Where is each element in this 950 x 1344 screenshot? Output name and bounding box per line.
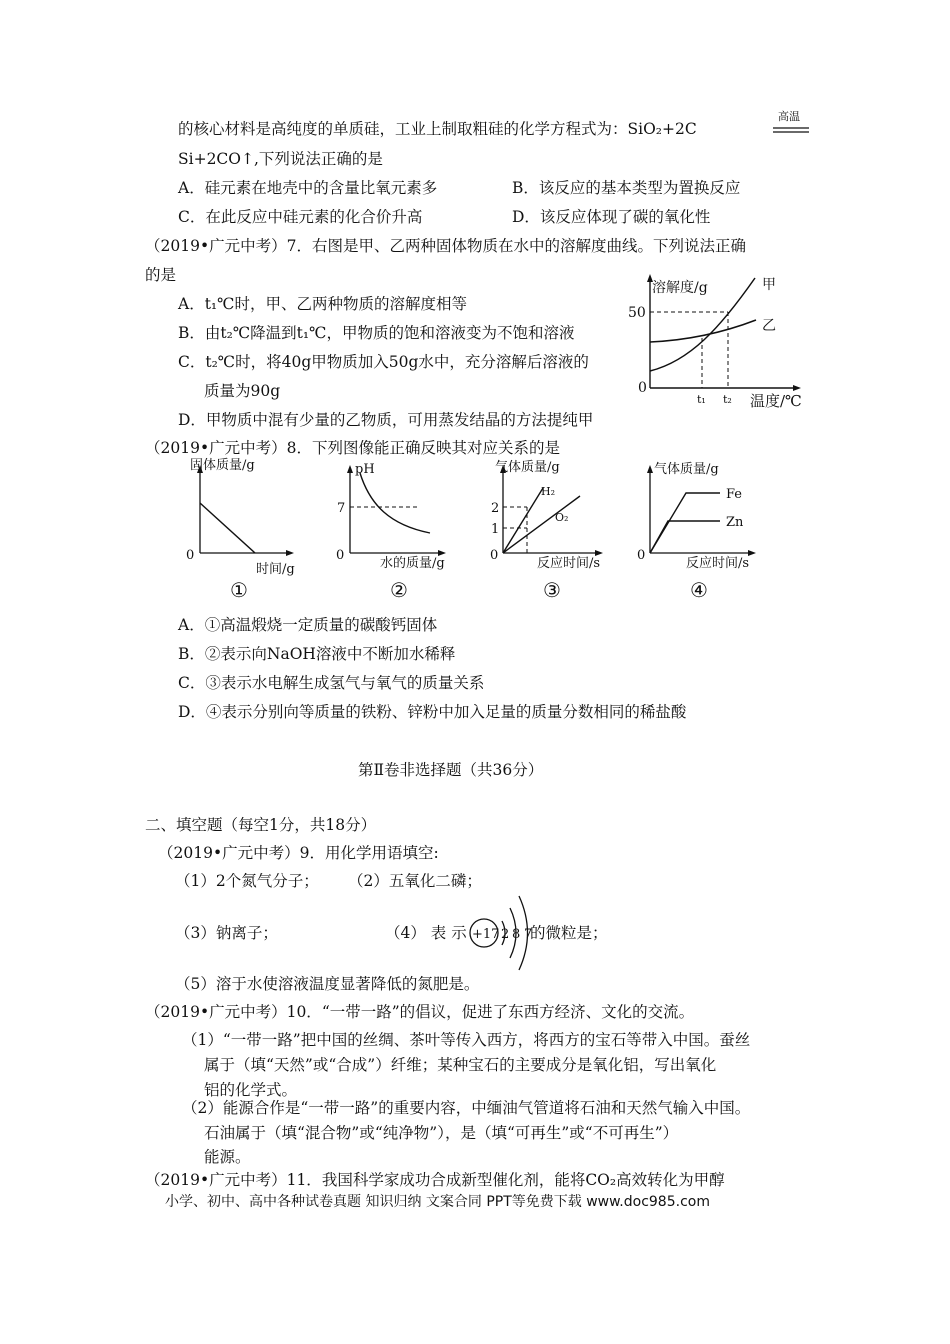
q8-option-b: B．②表示向NaOH溶液中不断加水稀释 bbox=[178, 645, 456, 663]
q9-item-1: （1）2个氮气分子； bbox=[175, 872, 319, 890]
graph-4-origin: 0 bbox=[637, 548, 646, 563]
footer-text: 小学、初中、高中各种试卷真题 知识归纳 文案合同 PPT等免费下载 www.doc985.com bbox=[165, 1194, 710, 1210]
t1-label: t₁ bbox=[697, 393, 706, 406]
q6-line1: 的核心材料是高纯度的单质硅，工业上制取粗硅的化学方程式为：SiO₂+2C bbox=[178, 120, 697, 138]
q7-option-a: A．t₁℃时，甲、乙两种物质的溶解度相等 bbox=[178, 295, 467, 313]
q10-part2-line2: 石油属于（填“混合物”或“纯净物”），是（填“可再生”或“不可再生”） bbox=[204, 1124, 679, 1142]
q8-stem: （2019•广元中考）8．下列图像能正确反映其对应关系的是 bbox=[145, 439, 560, 457]
q10-part1-line3: 铝的化学式。 bbox=[204, 1081, 298, 1099]
q11-stem: （2019•广元中考）11．我国科学家成功合成新型催化剂，能将CO₂高效转化为甲醇 bbox=[145, 1171, 725, 1189]
graph-1-ylabel: 固体质量/g bbox=[190, 458, 255, 473]
reaction-condition: 高温 bbox=[778, 110, 800, 123]
temperature-axis-label: 温度/℃ bbox=[750, 392, 802, 410]
q7-option-c: C．t₂℃时，将40g甲物质加入50g水中，充分溶解后溶液的 bbox=[178, 353, 589, 371]
t2-label: t₂ bbox=[723, 393, 732, 406]
graph-3-h2: H₂ bbox=[541, 485, 556, 498]
y-tick-50: 50 bbox=[628, 305, 646, 321]
shell-3-electrons: 7 bbox=[524, 927, 533, 942]
q7-stem-2: 的是 bbox=[145, 266, 177, 284]
nucleus-charge: +17 bbox=[472, 927, 500, 942]
graph-4-number: ④ bbox=[690, 578, 708, 602]
graph-2-origin: 0 bbox=[336, 548, 345, 563]
q10-part1-line2: 属于（填“天然”或“合成”）纤维；某种宝石的主要成分是氧化铝，写出氧化 bbox=[204, 1056, 717, 1074]
graph-3-y2: 2 bbox=[491, 501, 500, 516]
jia-label: 甲 bbox=[762, 277, 776, 293]
graph-2-number: ② bbox=[390, 578, 408, 602]
graph-4-fe: Fe bbox=[726, 487, 743, 502]
shell-1-electrons: 2 bbox=[501, 927, 510, 942]
q7-option-b: B．由t₂℃降温到t₁℃，甲物质的饱和溶液变为不饱和溶液 bbox=[178, 324, 575, 342]
q10-stem: （2019•广元中考）10．“一带一路”的倡议，促进了东西方经济、文化的交流。 bbox=[145, 1003, 695, 1021]
q7-option-d: D．甲物质中混有少量的乙物质，可用蒸发结晶的方法提纯甲 bbox=[178, 411, 594, 429]
origin-label: 0 bbox=[638, 380, 647, 396]
q6-option-d: D．该反应体现了碳的氧化性 bbox=[512, 208, 711, 226]
graph-3-origin: 0 bbox=[490, 548, 499, 563]
graph-3-xlabel: 反应时间/s bbox=[537, 556, 601, 571]
q10-part1-line1: （1）“一带一路”把中国的丝绸、茶叶等传入西方，将西方的宝石等带入中国。蚕丝 bbox=[182, 1031, 751, 1049]
graph-2-xlabel: 水的质量/g bbox=[380, 556, 445, 571]
q8-option-a: A．①高温煅烧一定质量的碳酸钙固体 bbox=[178, 616, 438, 634]
q6-option-b: B．该反应的基本类型为置换反应 bbox=[512, 179, 741, 197]
part2-heading: 二、填空题（每空1分，共18分） bbox=[145, 816, 377, 834]
q6-option-a: A．硅元素在地壳中的含量比氧元素多 bbox=[178, 179, 438, 197]
q8-option-c: C．③表示水电解生成氢气与氧气的质量关系 bbox=[178, 674, 485, 692]
yi-label: 乙 bbox=[762, 318, 776, 334]
graph-1-xlabel: 时间/g bbox=[256, 562, 295, 577]
q6-option-c: C．在此反应中硅元素的化合价升高 bbox=[178, 208, 423, 226]
graph-4-ylabel: 气体质量/g bbox=[654, 462, 719, 477]
q9-stem: （2019•广元中考）9．用化学用语填空: bbox=[158, 844, 439, 862]
q7-stem: （2019•广元中考）7．右图是甲、乙两种固体物质在水中的溶解度曲线。下列说法正确 bbox=[145, 237, 746, 255]
q9-item-5: （5）溶于水使溶液温度显著降低的氮肥是。 bbox=[175, 975, 480, 993]
graph-4-zn: Zn bbox=[726, 515, 744, 530]
graph-3-number: ③ bbox=[543, 578, 561, 602]
solubility-axis-label: 溶解度/g bbox=[652, 280, 708, 296]
q6-line2: Si+2CO↑,下列说法正确的是 bbox=[178, 150, 383, 168]
shell-2-electrons: 8 bbox=[512, 927, 521, 942]
equals-sign bbox=[772, 126, 810, 134]
section-2-title: 第Ⅱ卷非选择题（共36分） bbox=[358, 761, 544, 779]
graph-3-o2: O₂ bbox=[555, 511, 569, 524]
q9-item-3: （3）钠离子； bbox=[175, 924, 278, 942]
solubility-graph bbox=[620, 268, 820, 413]
graph-3-y1: 1 bbox=[491, 522, 500, 537]
q8-option-d: D．④表示分别向等质量的铁粉、锌粉中加入足量的质量分数相同的稀盐酸 bbox=[178, 703, 687, 721]
graph-3-ylabel: 气体质量/g bbox=[495, 460, 560, 475]
q10-part2-line3: 能源。 bbox=[204, 1148, 251, 1166]
graph-1-number: ① bbox=[230, 578, 248, 602]
graph-4-xlabel: 反应时间/s bbox=[686, 556, 750, 571]
q7-option-c-cont: 质量为90g bbox=[204, 382, 281, 400]
q9-item-2: （2）五氧化二磷； bbox=[348, 872, 482, 890]
q9-item-4-post: 的微粒是； bbox=[530, 924, 608, 942]
q9-item-4-pre: （4） 表 示 bbox=[385, 924, 467, 942]
graph-2-ylabel: pH bbox=[355, 462, 375, 477]
graph-2-y7: 7 bbox=[337, 501, 346, 516]
curve-yi bbox=[650, 320, 756, 342]
graph-4 bbox=[632, 455, 772, 605]
graph-1 bbox=[180, 455, 310, 605]
graph-1-origin: 0 bbox=[186, 548, 195, 563]
q10-part2-line1: （2）能源合作是“一带一路”的重要内容，中缅油气管道将石油和天然气输入中国。 bbox=[182, 1099, 751, 1117]
graph-2 bbox=[330, 455, 470, 605]
graph-3 bbox=[485, 455, 625, 605]
